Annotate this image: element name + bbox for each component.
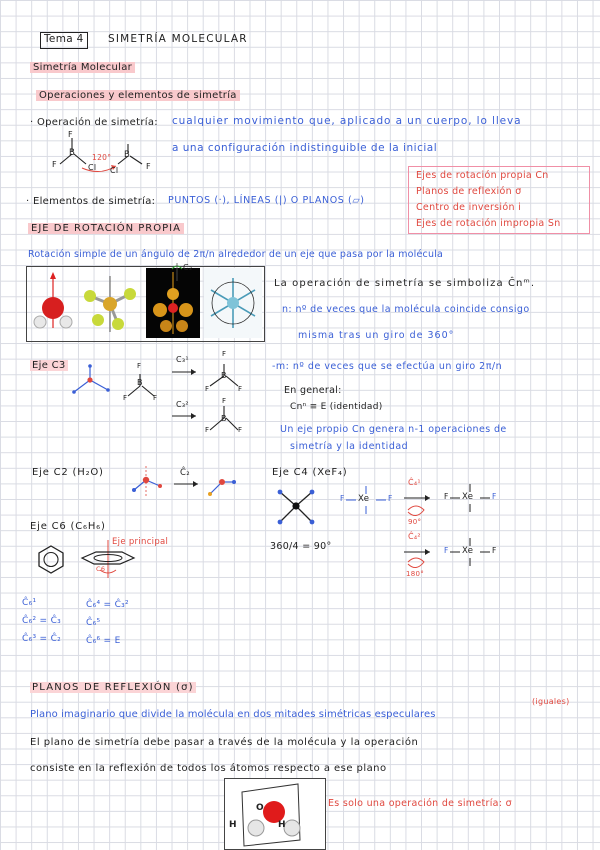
page-title: SIMETRÍA MOLECULAR xyxy=(108,33,248,45)
xef4-f3-left: F xyxy=(444,546,449,555)
c4-calc: 360/4 = 90° xyxy=(270,541,332,552)
c3-op1: C₃¹ xyxy=(176,355,189,364)
bf2cl2-b: B xyxy=(124,150,131,160)
gen-line1: Un eje propio Cn genera n-1 operaciones de xyxy=(280,424,507,435)
xef4-xe3: Xe xyxy=(462,546,474,556)
c3-b2: B xyxy=(221,371,227,380)
op-symbol-line: La operación de simetría se simboliza Ĉnᵐ. xyxy=(274,278,536,289)
c3-f1a: F xyxy=(137,362,142,370)
h2o-plane-drawing xyxy=(226,780,322,848)
planos-heading: PLANOS DE REFLEXIÓN (σ) xyxy=(32,682,194,693)
c6-op-left-2: Ĉ₆² = Ĉ₃ xyxy=(22,616,62,626)
c4-op1: Ĉ₄¹ xyxy=(408,478,421,487)
c6-op-left-1: Ĉ₆¹ xyxy=(22,598,37,608)
elementos-def: PUNTOS (·), LÍNEAS (|) O PLANOS (▱) xyxy=(168,195,365,206)
planos-line2: El plano de simetría debe pasar a través de la molécula y la operación xyxy=(30,737,419,748)
c4-deg1: 90° xyxy=(408,518,422,526)
xef4-f1-left: F xyxy=(340,494,345,503)
bf3-model-image xyxy=(80,270,142,336)
n-line1: n: nº de veces que la molécula coincide consigo xyxy=(282,304,530,315)
eje-c6-label: Eje C6 (C₆H₆) xyxy=(30,521,106,532)
atom-h-left-label: H xyxy=(229,820,237,830)
xef4-f2-left: F xyxy=(444,492,449,501)
eje-def: Rotación simple de un ángulo de 2π/n alrededor de un eje que pasa por la molécula xyxy=(28,249,444,260)
planos-line1: Plano imaginario que divide la molécula en dos mitades simétricas especulares xyxy=(30,709,436,720)
benzene-hexagon xyxy=(36,544,66,574)
c3-f3a: F xyxy=(222,397,227,405)
c3-op2: C₃² xyxy=(176,400,189,409)
elementos-label: · Elementos de simetría: xyxy=(26,196,156,207)
c4-op2: Ĉ₄² xyxy=(408,532,421,541)
only-one-op: Es solo una operación de simetría: σ xyxy=(328,798,512,809)
eje-c3-label: Eje C3 xyxy=(32,360,66,371)
gen-line2: simetría y la identidad xyxy=(290,441,409,452)
c3-f3b: F xyxy=(205,426,210,434)
atom-h-right-label: H xyxy=(278,820,286,830)
c6-op-right-2: Ĉ₆⁵ xyxy=(86,618,101,628)
m-line: -m: nº de veces que se efectúa un giro 2π/n xyxy=(272,361,503,372)
h2o-model-image xyxy=(28,268,78,338)
xef4-f2-right: F xyxy=(492,492,497,501)
eje-c2-label: Eje C2 (H₂O) xyxy=(32,467,104,478)
box-line4: Ejes de rotación impropia Sn xyxy=(416,218,561,229)
box-line1: Ejes de rotación propia Cn xyxy=(416,170,549,181)
eje-principal-label: Eje principal xyxy=(112,537,169,547)
c3-f1b: F xyxy=(123,394,128,402)
c3-f2b: F xyxy=(205,385,210,393)
planos-line3: consiste en la reflexión de todos los átomos respecto a ese plano xyxy=(30,763,387,774)
snowflake-image xyxy=(204,268,262,338)
eje-heading: EJE DE ROTACIÓN PROPIA xyxy=(28,223,184,234)
c6-op-right-1: Ĉ₆⁴ = Ĉ₃² xyxy=(86,600,129,610)
bf2cl-b: B xyxy=(69,148,76,158)
bf2cl2-f-right: F xyxy=(146,162,151,171)
c2-arrow xyxy=(174,480,200,488)
c2-molecule-1 xyxy=(128,466,168,500)
c6-op-left-3: Ĉ₆³ = Ĉ₂ xyxy=(22,634,62,644)
xef4-xe1: Xe xyxy=(358,494,370,504)
tema-label: Tema 4 xyxy=(44,33,84,45)
c6-op-right-3: Ĉ₆⁶ = E xyxy=(86,636,121,646)
c2-axis-arrow xyxy=(170,263,184,281)
iguales-note: (iguales) xyxy=(532,697,570,706)
subsection-heading: Operaciones y elementos de simetría xyxy=(36,90,240,101)
general-label: En general: xyxy=(284,385,342,396)
bf2cl-f-top: F xyxy=(68,130,73,139)
bf2cl-cl: Cl xyxy=(88,163,97,172)
c2-op: Ĉ₂ xyxy=(180,468,190,478)
box-line2: Planos de reflexión σ xyxy=(416,186,522,197)
identity-line: Cnⁿ ≡ E (identidad) xyxy=(290,402,383,412)
c3-b1: B xyxy=(137,378,143,387)
rotation-angle: 120° xyxy=(92,153,112,162)
xef4-f3-right: F xyxy=(492,546,497,555)
atom-o-label: O xyxy=(256,803,264,813)
c4-molecule xyxy=(272,484,322,530)
c6-axis-label: C6 xyxy=(96,565,106,573)
c3-f3c: F xyxy=(238,426,243,434)
operacion-def-line2: a una configuración indistinguible de la inicial xyxy=(172,142,438,154)
c3-molecule-1 xyxy=(66,360,118,404)
c3-b3: B xyxy=(221,414,227,423)
xef4-f1-right: F xyxy=(388,494,393,503)
bf2cl2-cl: Cl xyxy=(110,166,119,175)
operacion-label: · Operación de simetría: xyxy=(30,117,158,128)
c4-arrow-1 xyxy=(404,494,432,502)
operacion-def-line1: cualquier movimiento que, aplicado a un cuerpo, lo lleva xyxy=(172,115,522,127)
c3-f2a: F xyxy=(222,350,227,358)
eje-c4-label: Eje C4 (XeF₄) xyxy=(272,467,348,478)
c3-arrow-1 xyxy=(172,368,198,376)
c3-arrow-2 xyxy=(172,412,198,420)
section-heading: Simetría Molecular xyxy=(30,62,135,73)
c3-f2c: F xyxy=(238,385,243,393)
box-line3: Centro de inversión i xyxy=(416,202,522,213)
c3-f1c: F xyxy=(153,394,158,402)
bf2cl-f-left: F xyxy=(52,160,57,169)
c4-deg2: 180° xyxy=(406,570,425,578)
n-line2: misma tras un giro de 360° xyxy=(298,330,455,341)
c2-axis-label: C₂ xyxy=(183,263,193,272)
c4-arrow-2 xyxy=(404,548,432,556)
xef4-xe2: Xe xyxy=(462,492,474,502)
c2-molecule-2 xyxy=(204,470,240,500)
